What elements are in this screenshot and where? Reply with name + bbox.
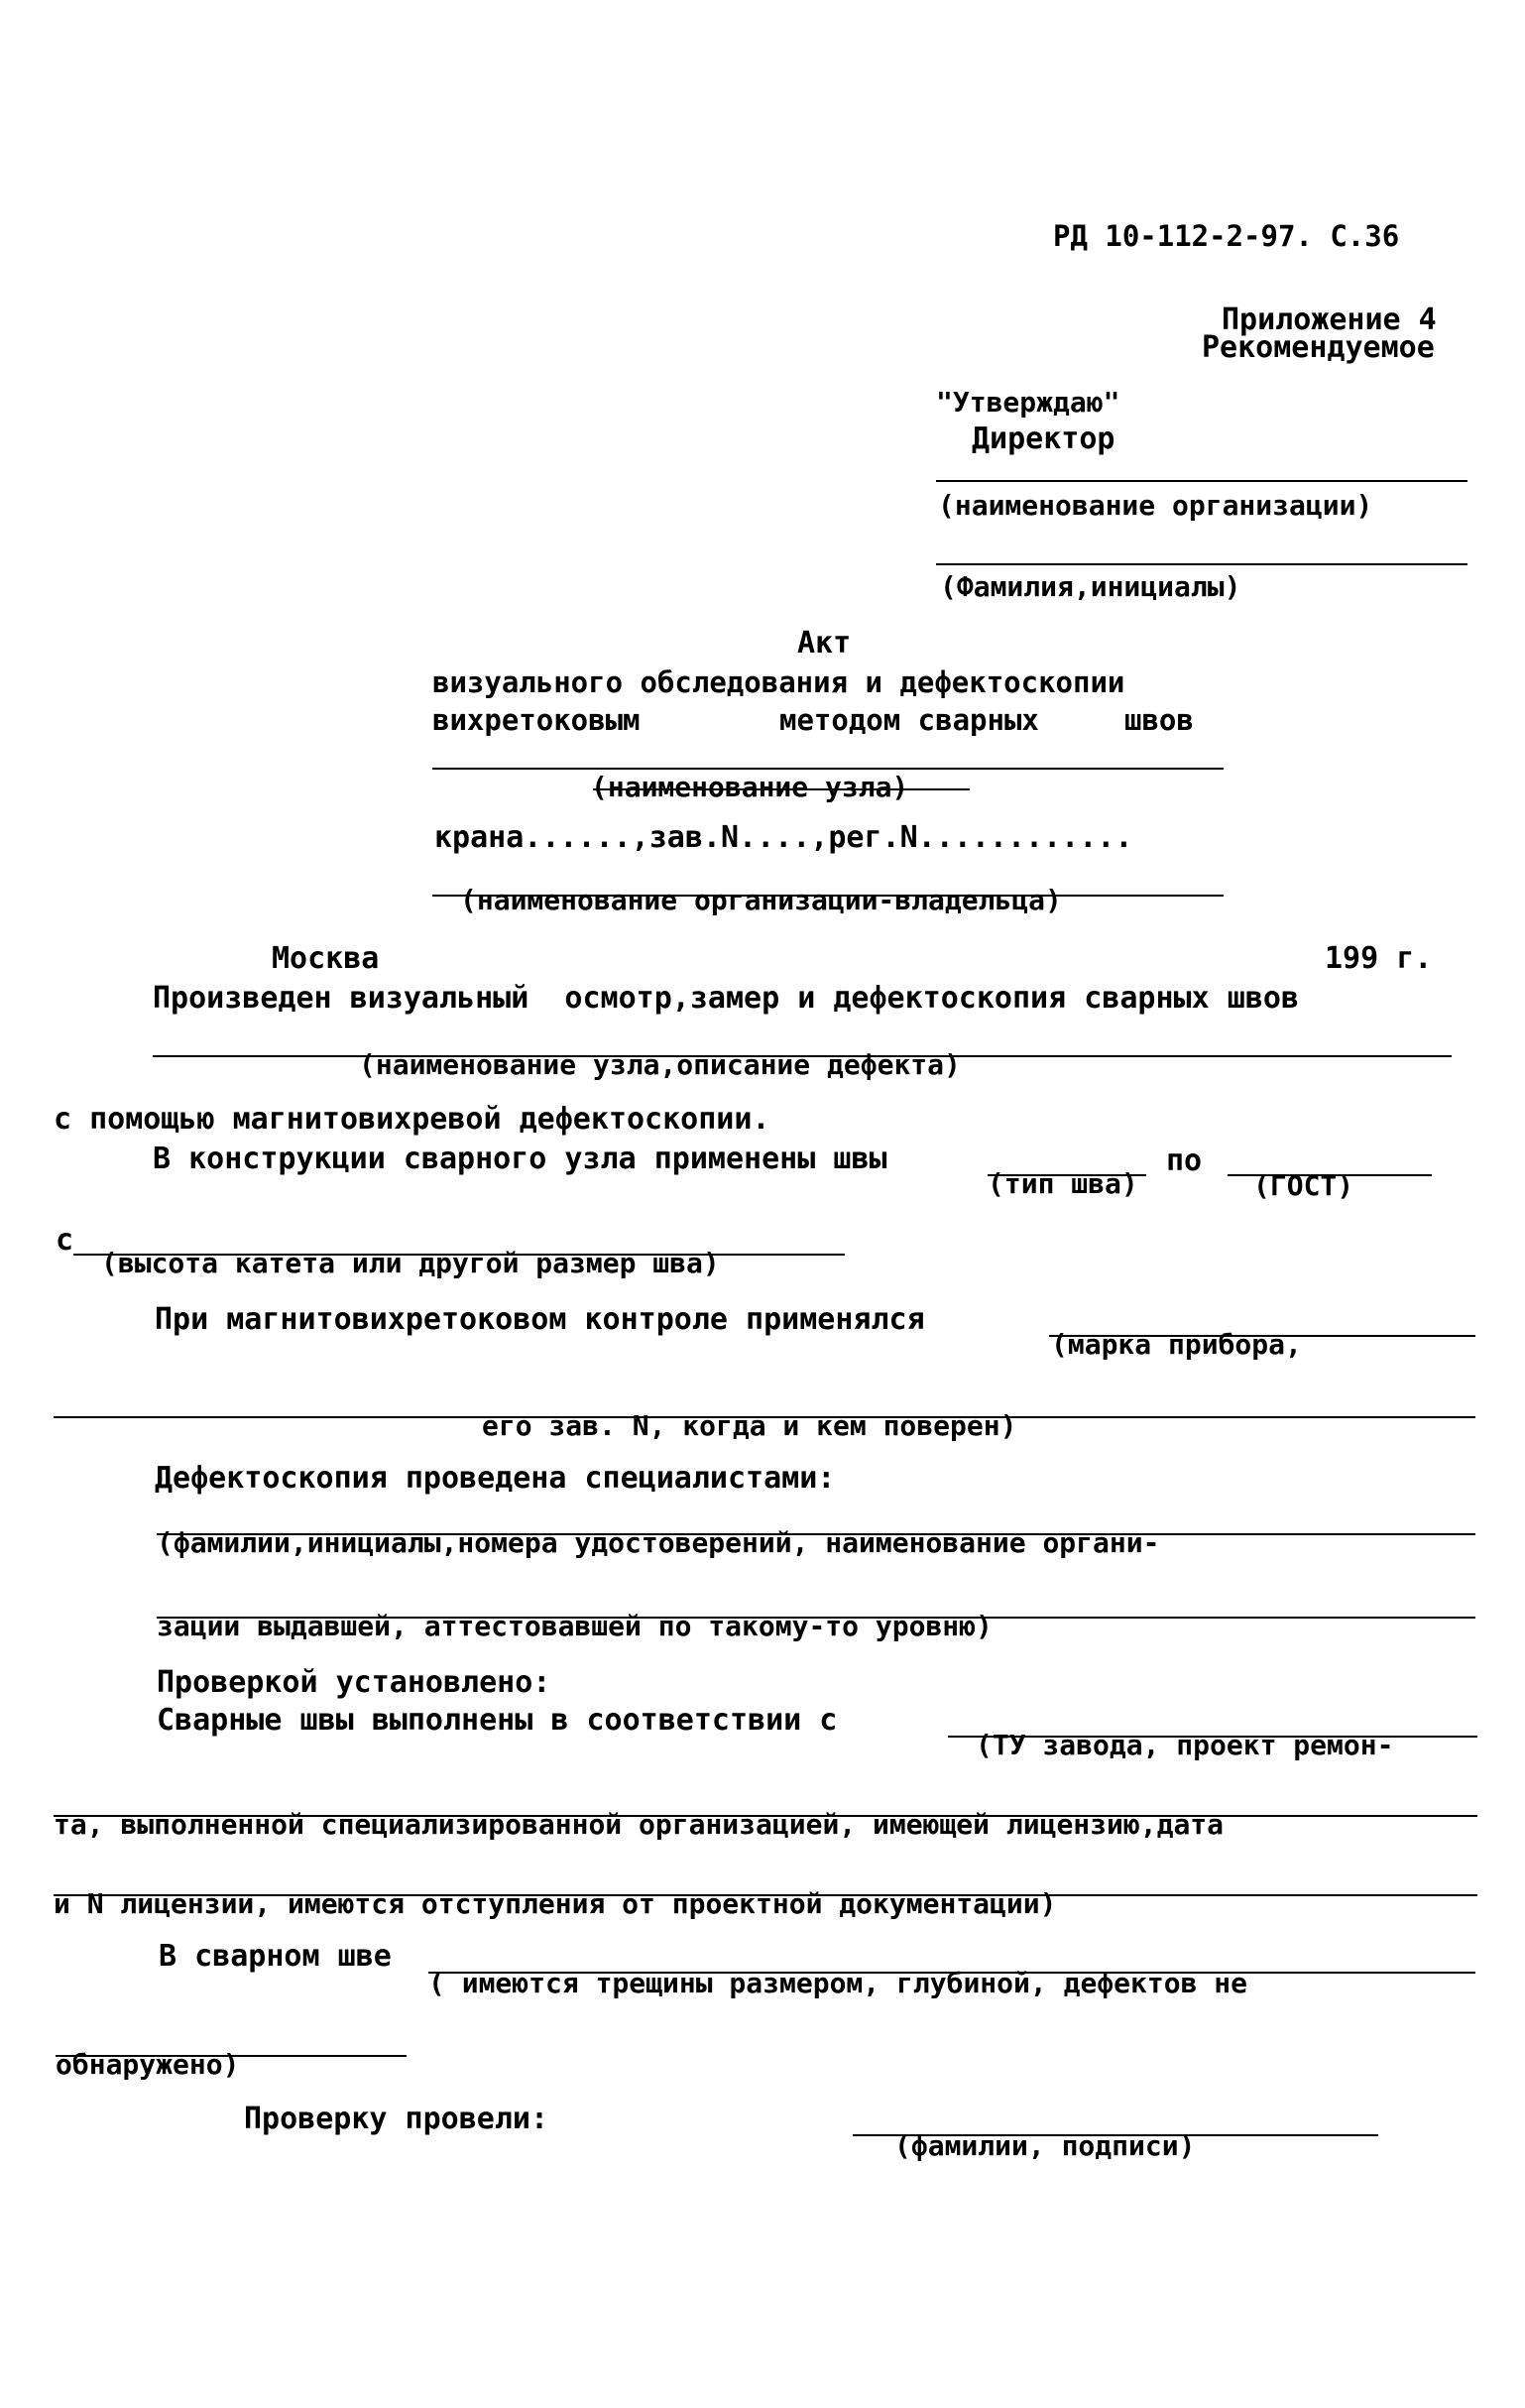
unit-name-caption: (наименование узла) [591, 771, 909, 803]
unit-defect-line [153, 1055, 1452, 1057]
act-subtitle-line2a: вихретоковым [432, 703, 641, 737]
weld-result-line2 [56, 2055, 407, 2057]
instrument-details-caption: его зав. N, когда и кем поверен) [482, 1409, 1017, 1442]
compliance-statement: Сварные швы выполнены в соответствии с [157, 1703, 838, 1738]
crane-identification: крана......,зав.N....,рег.N............ [434, 820, 1133, 855]
city: Москва [272, 941, 380, 976]
specialists-line1 [157, 1533, 1475, 1535]
unit-defect-caption: (наименование узла,описание дефекта) [359, 1048, 961, 1081]
instrument-statement: При магнитовихретоковом контроле применялся [155, 1302, 925, 1337]
owner-organization-line [432, 895, 1224, 897]
act-title: Акт [797, 626, 852, 661]
director-name-line [936, 563, 1467, 565]
findings-heading: Проверкой установлено: [157, 1665, 551, 1700]
weld-size-prefix: с [56, 1223, 74, 1258]
compliance-line3 [54, 1894, 1477, 1896]
weld-result-caption-line2: обнаружено) [56, 2048, 240, 2081]
unit-name-caption-underline [593, 788, 970, 790]
compliance-caption-line1: (ТУ завода, проект ремон- [976, 1729, 1394, 1761]
instrument-brand-caption: (марка прибора, [1051, 1328, 1302, 1361]
approval-heading: "Утверждаю" [936, 386, 1120, 419]
weld-standard-caption: (ГОСТ) [1253, 1169, 1354, 1202]
weld-result-statement: В сварном шве [159, 1939, 392, 1974]
approval-director: Директор [972, 421, 1115, 456]
document-reference: РД 10-112-2-97. С.36 [1053, 219, 1400, 253]
weld-standard-line [1228, 1174, 1432, 1176]
act-subtitle-line2c: швов [1124, 703, 1194, 737]
appendix-status: Рекомендуемое [1202, 330, 1435, 365]
year: 199 г. [1325, 941, 1433, 976]
specialists-line2 [157, 1617, 1475, 1619]
act-subtitle-line1: визуального обследования и дефектоскопии [432, 665, 1125, 699]
specialists-statement: Дефектоскопия проведена специалистами: [155, 1461, 836, 1496]
weld-size-caption: (высота катета или другой размер шва) [101, 1247, 720, 1279]
instrument-details-line [54, 1416, 1475, 1418]
specialists-caption-line2: зации выдавшей, аттестовавшей по такому-то уровню) [157, 1610, 993, 1642]
compliance-caption-line2: та, выполненной специализированной организацией, имеющей лицензию,дата [54, 1808, 1225, 1841]
weld-result-line1 [428, 1972, 1475, 1974]
specialists-caption-line1: (фамилии,инициалы,номера удостоверений, наименование органи- [157, 1526, 1160, 1559]
unit-name-line [432, 768, 1224, 770]
weld-size-line [73, 1254, 845, 1256]
weld-result-caption-line1: ( имеются трещины размером, глубиной, дефектов не [428, 1967, 1248, 1999]
compliance-caption-line3: и N лицензии, имеются отступления от проектной документации) [54, 1887, 1057, 1920]
organization-caption: (наименование организации) [938, 489, 1373, 522]
act-subtitle-line2b: методом сварных [779, 703, 1039, 737]
weld-standard-label: по [1166, 1144, 1203, 1178]
method-statement: с помощью магнитовихревой дефектоскопии. [54, 1102, 770, 1137]
appendix-number: Приложение 4 [1222, 302, 1437, 337]
organization-line [936, 480, 1467, 482]
weld-type-line [988, 1174, 1146, 1176]
compliance-line1 [948, 1736, 1477, 1738]
inspection-statement: Произведен визуальный осмотр,замер и дефектоскопия сварных швов [153, 981, 1299, 1016]
instrument-brand-line [1049, 1335, 1475, 1337]
weld-type-caption: (тип шва) [988, 1167, 1138, 1200]
inspectors-signature-line [853, 2134, 1378, 2136]
owner-organization-caption: (наименование организации-владельца) [460, 884, 1062, 916]
inspectors-signature-caption: (фамилии, подписи) [894, 2129, 1196, 2162]
weld-types-statement: В конструкции сварного узла применены швы [153, 1142, 887, 1176]
compliance-line2 [54, 1815, 1477, 1817]
director-name-caption: (Фамилия,инициалы) [940, 570, 1241, 603]
inspectors-label: Проверку провели: [244, 2102, 549, 2136]
